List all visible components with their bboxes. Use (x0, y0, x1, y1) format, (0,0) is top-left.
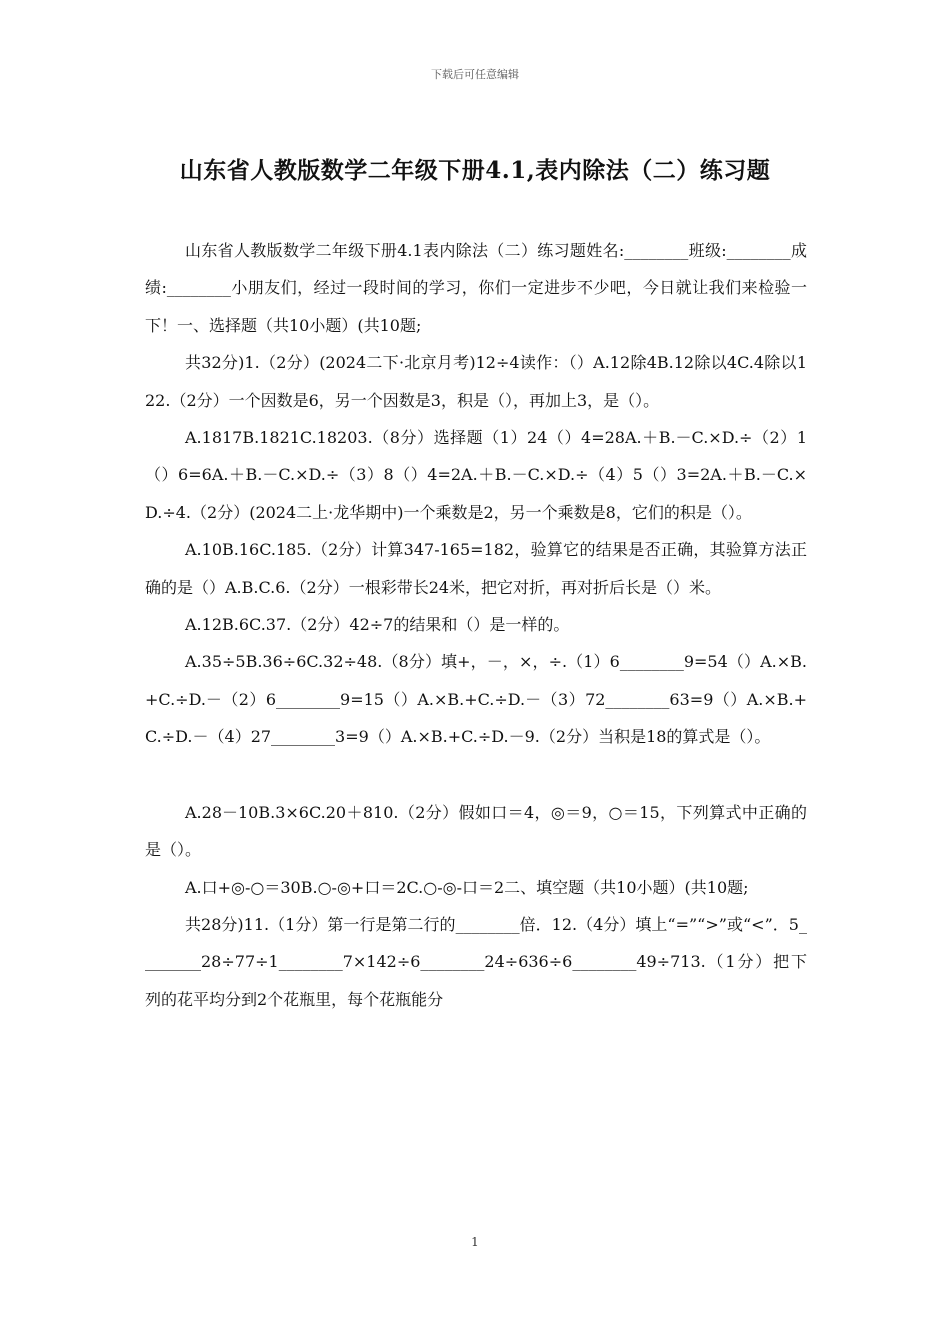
document-body (145, 232, 807, 1018)
paragraph-q10: A.28－10B.3×6C.20＋810.（2分）假如口＝4，◎＝9，○＝15，下列算式中正确的是（）。 (145, 802, 807, 860)
paragraph-q3-q4: A.1817B.1821C.18203.（8分）选择题（1）24（）4=28A.＋B.－C.×D.÷（2）1（）6=6A.＋B.－C.×D.÷（3）8（）4=2A.＋B.－C.×D.÷（4）5（）3=2A.＋B.－C.×D.÷4.（2分）(2024二上·龙华期中)一个乘数是2，另一个乘数是8，它们的积是（）。 (145, 428, 807, 522)
paragraph-q5-q6: A.10B.16C.185.（2分）计算347-165=182，验算它的结果是否正确，其验算方法正确的是（）A.B.C.6.（2分）一根彩带长24米，把它对折，再对折后长是（）米。 (145, 540, 807, 597)
paragraph-q7: A.12B.6C.37.（2分）42÷7的结果和（）是一样的。 (185, 615, 570, 635)
paragraph-q11-q13: 共28分)11.（1分）第一行是第二行的________倍．12.（4分）填上“=”“>”或“<”．5________28÷77÷1________7×142÷6________24÷636÷6________49÷713.（1分）把下列的花平均分到2个花瓶里，每个花瓶能分 (145, 914, 807, 1009)
paragraph-section-two: A.口+◎-○＝30B.○-◎+口＝2C.○-◎-口＝2二、填空题（共10小题）(共10题; (185, 877, 749, 897)
page-header: 下载后可任意编辑 (431, 68, 519, 81)
paragraph-q1-q2: 共32分)1.（2分）(2024二下·北京月考)12÷4读作：（）A.12除4B.12除以4C.4除以122.（2分）一个因数是6，另一个因数是3，积是（），再加上3，是（）。 (145, 353, 807, 410)
paragraph-intro: 山东省人教版数学二年级下册4.1表内除法（二）练习题姓名:________班级:________成绩:________小朋友们，经过一段时间的学习，你们一定进步不少吧，今日就让我们来检验一下！一、选择题（共10小题）(共10题; (145, 241, 807, 335)
page-number: 1 (471, 1235, 479, 1249)
document-title: 山东省人教版数学二年级下册4.1,表内除法（二）练习题 (179, 157, 771, 184)
paragraph-q8-q9: A.35÷5B.36÷6C.32÷48.（8分）填+，－，×，÷.（1）6________9=54（）A.×B.+C.÷D.－（2）6________9=15（）A.×B.+C.÷D.－（3）72________63=9（）A.×B.+C.÷D.－（4）27________3=9（）A.×B.+C.÷D.－9.（2分）当积是18的算式是（）。 (145, 652, 807, 747)
